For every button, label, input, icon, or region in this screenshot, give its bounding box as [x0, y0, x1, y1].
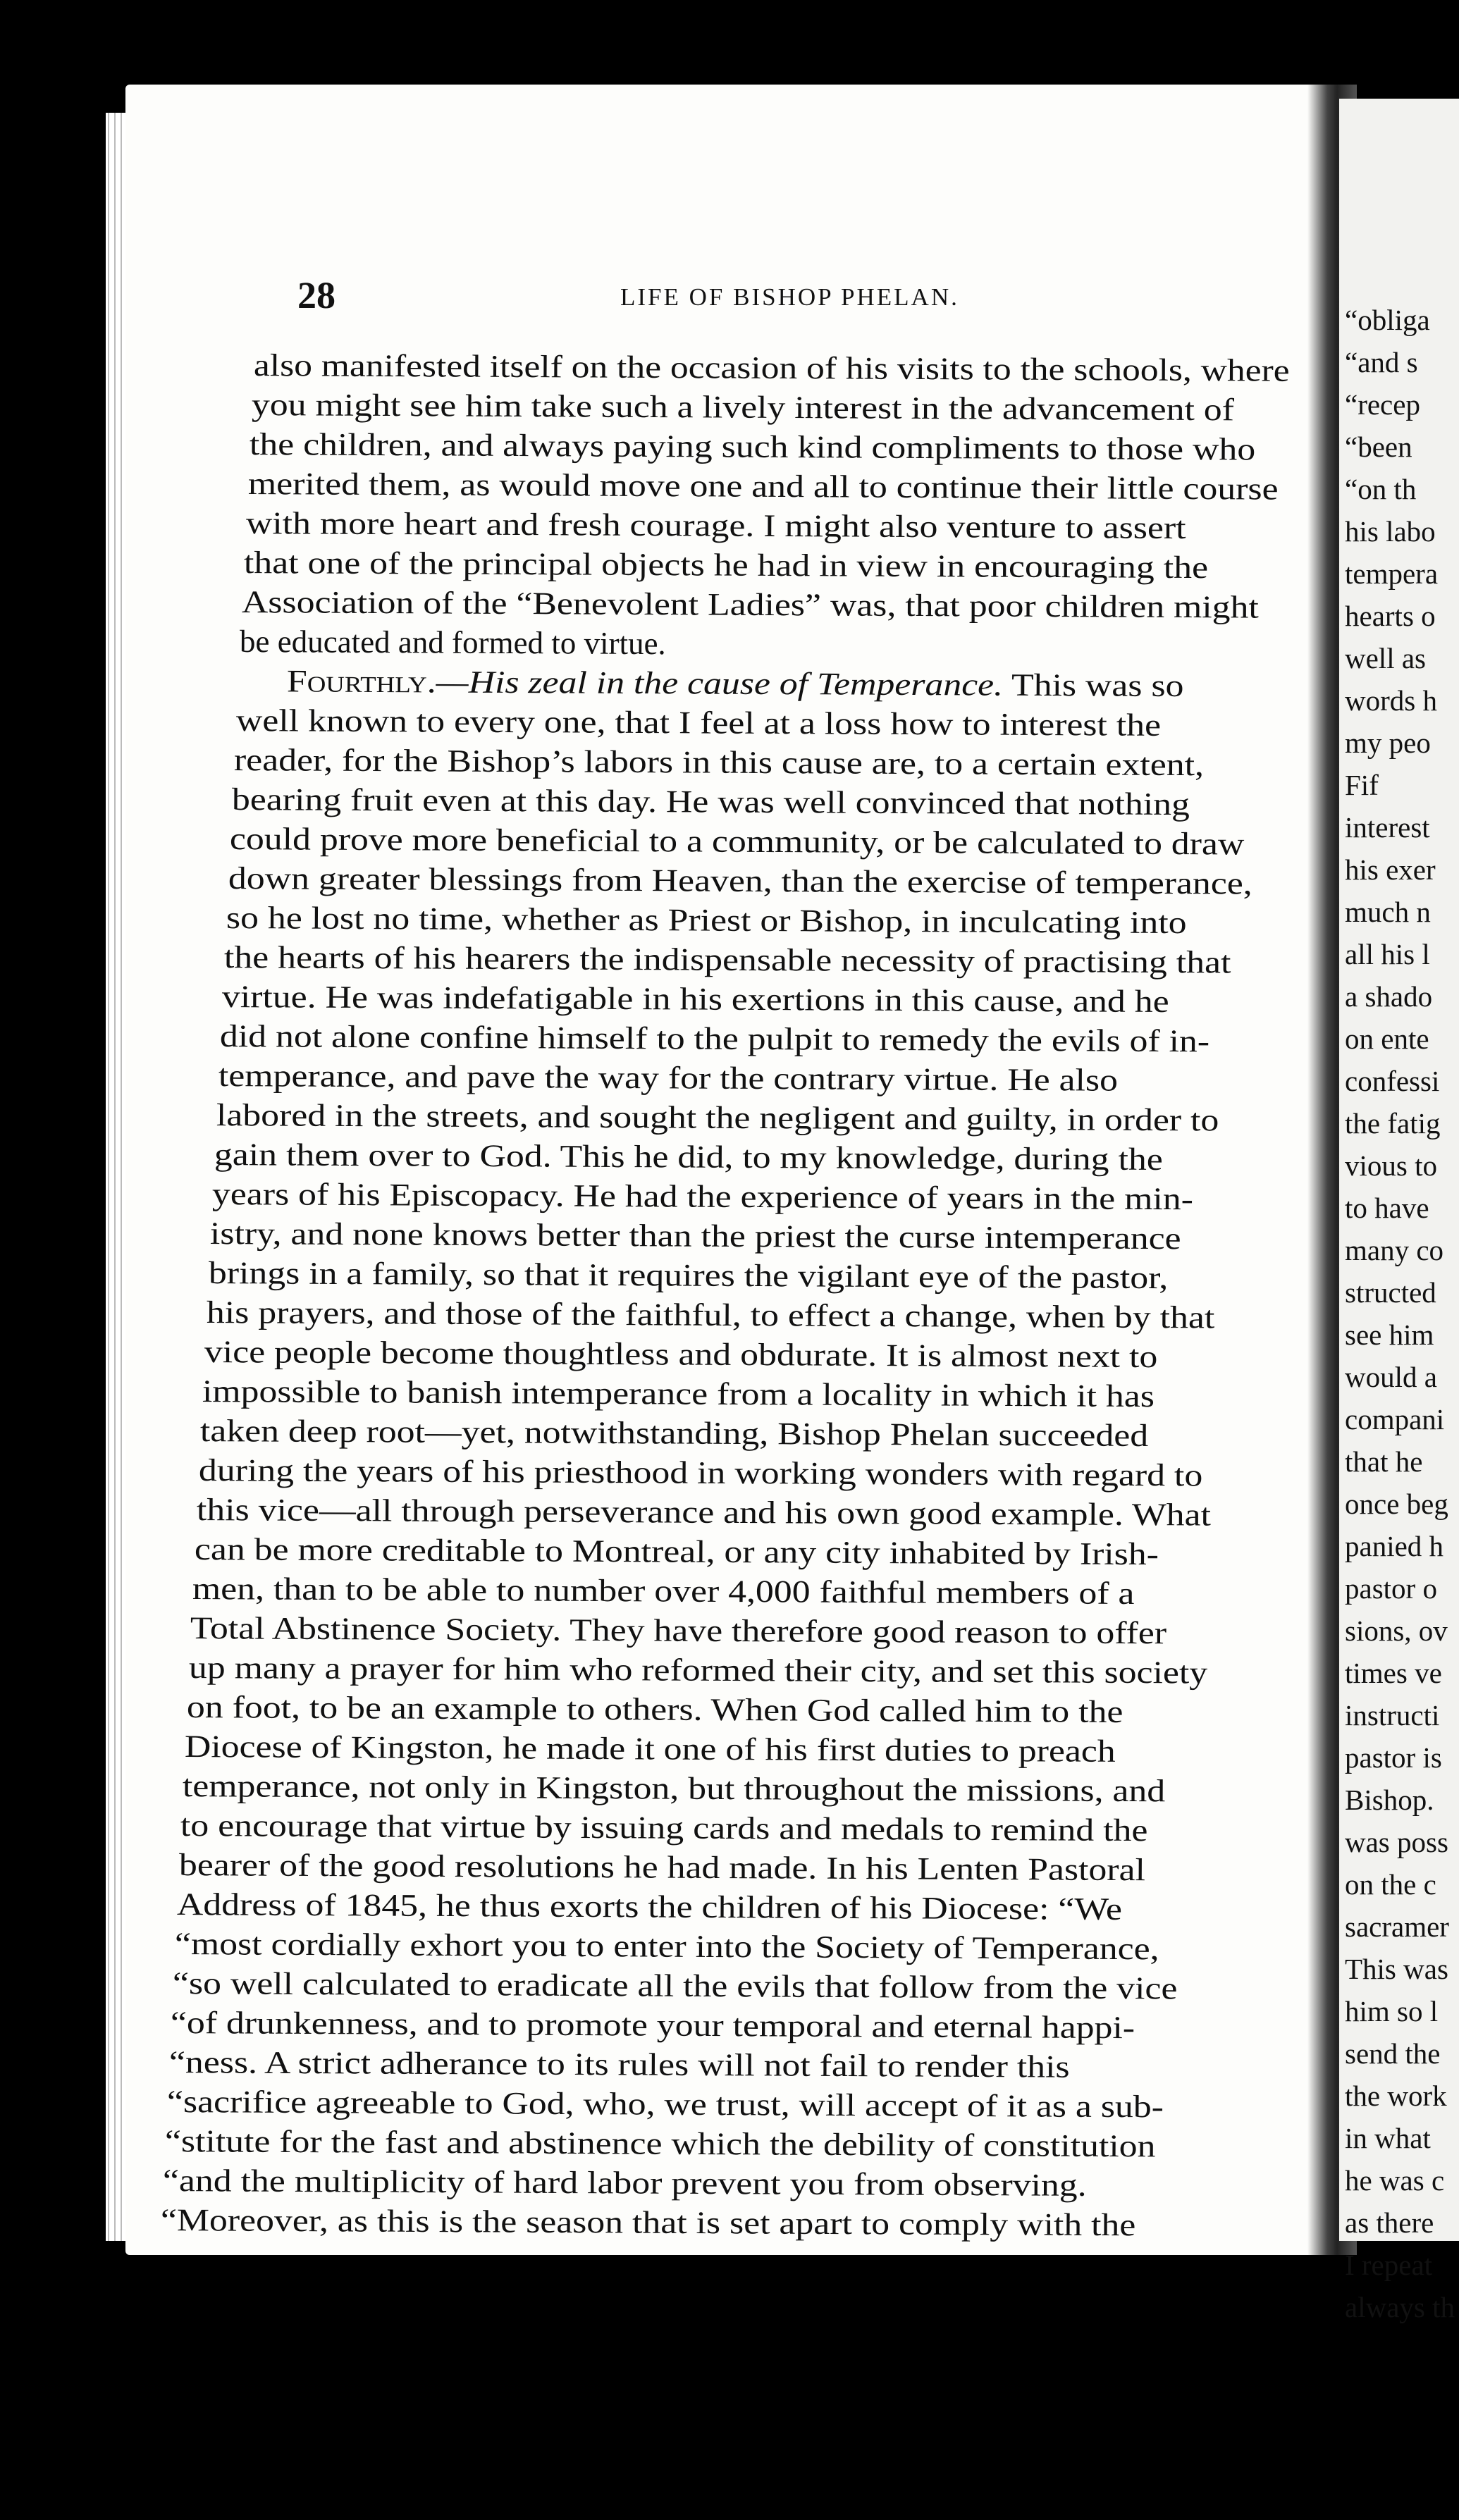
text-line: with more heart and fresh courage. I might also venture to assert — [245, 505, 1186, 545]
text-line: brings in a family, so that it requires the vigilant eye of the pastor, — [208, 1255, 1169, 1296]
neighbor-text-line: “been — [1345, 431, 1412, 463]
section-heading: —His zeal in the cause of Temperance. — [436, 664, 1003, 703]
text-line: “ness. A strict adherance to its rules will not fail to render this — [168, 2044, 1070, 2084]
text-line: to encourage that virtue by issuing cards and medals to remind the — [180, 1808, 1148, 1848]
text-line: this vice—all through perseverance and his own good example. What — [196, 1492, 1211, 1533]
neighbor-text-line: his labo — [1345, 515, 1436, 548]
text-line — [238, 661, 1183, 705]
neighbor-page — [1339, 99, 1459, 2323]
neighbor-text-line: on ente — [1345, 1023, 1429, 1055]
neighbor-text-line: to have — [1345, 1192, 1429, 1224]
neighbor-text-line: him so l — [1345, 1995, 1439, 2027]
neighbor-text-line: “obliga — [1345, 304, 1430, 336]
neighbor-text-line: his exer — [1345, 853, 1436, 886]
text-line: men, than to be able to number over 4,000 faithful members of a — [192, 1571, 1135, 1611]
neighbor-text-line: that he — [1345, 1445, 1423, 1478]
neighbor-text-line: in what — [1345, 2122, 1431, 2154]
text-line: can be more creditable to Montreal, or any city inhabited by Irish- — [194, 1531, 1159, 1572]
neighbor-text-line: vious to — [1345, 1149, 1437, 1182]
text-line: Diocese of Kingston, he made it one of his first duties to preach — [184, 1729, 1116, 1769]
text-line: that one of the principal objects he had in view in encouraging the — [243, 545, 1209, 586]
neighbor-text-line: was poss — [1345, 1826, 1448, 1858]
neighbor-text-line: structed — [1345, 1276, 1436, 1309]
neighbor-text-line: always th — [1345, 2291, 1455, 2323]
text-line: merited them, as would move one and all to continue their little course — [247, 466, 1279, 507]
neighbor-text-line: as there — [1345, 2206, 1434, 2239]
text-line: taken deep root—yet, notwithstanding, Bishop Phelan succeeded — [200, 1413, 1149, 1454]
neighbor-text-line: all his l — [1345, 938, 1430, 970]
text-line: well known to every one, that I feel at a loss how to interest the — [235, 703, 1162, 743]
text-line: bearing fruit even at this day. He was well convinced that nothing — [232, 782, 1190, 822]
neighbor-text-line: interest — [1345, 811, 1430, 844]
neighbor-text-line: Fif — [1345, 769, 1379, 801]
neighbor-text-line: confessi — [1345, 1065, 1440, 1097]
neighbor-text-line: times ve — [1345, 1657, 1442, 1689]
text-line: “most cordially exhort you to enter into the Society of Temperance, — [174, 1926, 1159, 1967]
neighbor-text-line: pastor is — [1345, 1741, 1442, 1774]
text-line: the children, and always paying such kind compliments to those who — [250, 426, 1256, 467]
running-head — [0, 273, 1459, 316]
text-line: “sacrifice agreeable to God, who, we trust, will accept of it as a sub- — [166, 2084, 1164, 2125]
neighbor-text-line: Bishop. — [1345, 1784, 1434, 1816]
neighbor-text-line: “and s — [1345, 346, 1418, 378]
neighbor-text-line: much n — [1345, 896, 1431, 928]
neighbor-text-line: “recep — [1345, 388, 1420, 421]
section-label: Fourthly. — [286, 663, 436, 700]
neighbor-text-line: I repeat — [1345, 2249, 1433, 2281]
neighbor-text-line: tempera — [1345, 557, 1439, 590]
text-line: Association of the “Benevolent Ladies” was, that poor children might — [242, 584, 1260, 625]
neighbor-text-line: compani — [1345, 1403, 1445, 1435]
neighbor-text-line: once beg — [1345, 1488, 1448, 1520]
text-line: Address of 1845, he thus exorts the children of his Diocese: “We — [176, 1886, 1122, 1927]
text-line: also manifested itself on the occasion of his visits to the schools, where — [253, 347, 1290, 388]
neighbor-text-line: sacramer — [1345, 1910, 1449, 1943]
text-line: temperance, and pave the way for the contrary virtue. He also — [218, 1058, 1118, 1098]
text-line: labored in the streets, and sought the negligent and guilty, in order to — [216, 1097, 1219, 1138]
text-line: did not alone confine himself to the pulpit to remedy the evils of in- — [220, 1018, 1210, 1059]
neighbor-text-line: sions, ov — [1345, 1614, 1448, 1647]
neighbor-text-line: hearts o — [1345, 600, 1436, 632]
text-line: “so well calculated to eradicate all the evils that follow from the vice — [173, 1965, 1178, 2006]
text-line: istry, and none knows better than the priest the curse intemperance — [210, 1216, 1182, 1256]
text-line: could prove more beneficial to a community, or be calculated to draw — [230, 821, 1245, 862]
page-number: 28 — [297, 274, 335, 316]
text-line: virtue. He was indefatigable in his exertions in this cause, and he — [222, 979, 1170, 1020]
neighbor-text-line: pastor o — [1345, 1572, 1437, 1605]
text-line: you might see him take such a lively interest in the advancement of — [252, 387, 1235, 428]
text-line: “Moreover, as this is the season that is set apart to comply with the — [161, 2202, 1136, 2243]
text-line: so he lost no time, whether as Priest or Bishop, in inculcating into — [226, 900, 1187, 941]
text-line: years of his Episcopacy. He had the experience of years in the min- — [212, 1176, 1194, 1217]
neighbor-text-line: my peo — [1345, 727, 1431, 759]
text-line: up many a prayer for him who reformed their city, and set this society — [188, 1650, 1207, 1691]
running-title: LIFE OF BISHOP PHELAN. — [620, 283, 959, 311]
text-line: be educated and formed to virtue. — [240, 624, 667, 662]
neighbor-text-line: would a — [1345, 1361, 1437, 1393]
neighbor-text-line: “on th — [1345, 473, 1417, 505]
neighbor-text-line: he was c — [1345, 2164, 1445, 2197]
text-line: the hearts of his hearers the indispensable necessity of practising that — [223, 939, 1231, 980]
text-line: “of drunkenness, and to promote your temporal and eternal happi- — [171, 2005, 1135, 2046]
neighbor-text-line: words h — [1345, 684, 1437, 717]
text-line: temperance, not only in Kingston, but throughout the missions, and — [183, 1768, 1166, 1809]
neighbor-text-line: the work — [1345, 2080, 1447, 2112]
text-line: vice people become thoughtless and obdurate. It is almost next to — [204, 1334, 1158, 1375]
text-line: impossible to banish intemperance from a locality in which it has — [202, 1373, 1155, 1414]
neighbor-text-line: This was — [1345, 1953, 1448, 1985]
section-text: This was so — [1002, 667, 1184, 704]
text-line: bearer of the good resolutions he had made. In his Lenten Pastoral — [178, 1847, 1145, 1888]
text-line: during the years of his priesthood in working wonders with regard to — [198, 1452, 1203, 1493]
text-line: “stitute for the fast and abstinence which the debility of constitution — [164, 2123, 1156, 2164]
text-line: on foot, to be an example to others. When God called him to the — [186, 1689, 1124, 1729]
text-line: “and the multiplicity of hard labor prevent you from observing. — [163, 2163, 1087, 2203]
text-line: Total Abstinence Society. They have therefore good reason to offer — [190, 1610, 1167, 1651]
neighbor-text-line: well as — [1345, 642, 1426, 674]
neighbor-text-line: see him — [1345, 1318, 1434, 1351]
neighbor-text-line: instructi — [1345, 1699, 1440, 1731]
neighbor-text-line: on the c — [1345, 1868, 1436, 1901]
neighbor-text-line: panied h — [1345, 1530, 1444, 1562]
text-line: his prayers, and those of the faithful, to effect a change, when by that — [206, 1295, 1215, 1335]
text-line: down greater blessings from Heaven, than the exercise of temperance, — [228, 860, 1252, 901]
neighbor-text-line: the fatig — [1345, 1107, 1441, 1139]
neighbor-text-line: a shado — [1345, 980, 1433, 1013]
neighbor-text-line: many co — [1345, 1234, 1444, 1266]
text-line: gain them over to God. This he did, to my knowledge, during the — [214, 1137, 1163, 1178]
neighbor-text-line: send the — [1345, 2037, 1441, 2070]
text-line: reader, for the Bishop’s labors in this cause are, to a certain extent, — [233, 742, 1205, 783]
